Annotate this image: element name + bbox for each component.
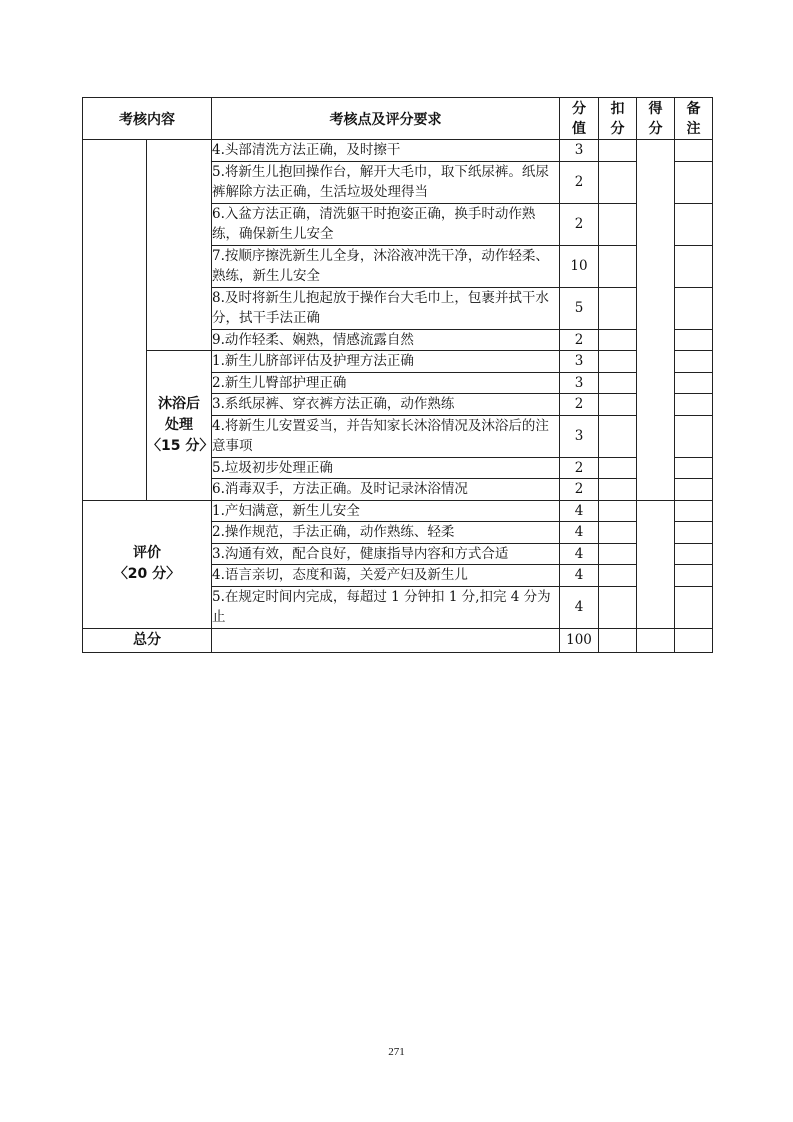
deduct-cell [599, 565, 637, 587]
note-cell [675, 203, 713, 245]
score-cell [637, 628, 675, 652]
deduct-cell [599, 586, 637, 628]
deduct-cell [599, 203, 637, 245]
note-cell [675, 457, 713, 479]
value-cell: 3 [560, 140, 599, 162]
deduct-cell [599, 543, 637, 565]
total-blank [212, 628, 560, 652]
total-row [83, 628, 713, 652]
table-row [83, 351, 713, 373]
header-deduct: 扣 分 [599, 98, 637, 140]
total-label: 总分 [83, 628, 212, 652]
requirement-text: 6.入盆方法正确，清洗躯干时抱姿正确，换手时动作熟练，确保新生儿安全 [212, 203, 560, 245]
note-cell [675, 586, 713, 628]
table-row [83, 140, 713, 162]
subcategory-cell-bath [147, 140, 212, 351]
deduct-cell [599, 522, 637, 544]
note-cell [675, 287, 713, 329]
deduct-cell [599, 351, 637, 373]
requirement-text: 2.操作规范，手法正确，动作熟练、轻柔 [212, 522, 560, 544]
deduct-cell [599, 500, 637, 522]
value-cell: 4 [560, 565, 599, 587]
deduct-cell [599, 415, 637, 457]
requirement-text: 1.新生儿脐部评估及护理方法正确 [212, 351, 560, 373]
note-cell [675, 415, 713, 457]
requirement-text: 7.按顺序擦洗新生儿全身，沐浴液冲洗干净，动作轻柔、熟练，新生儿安全 [212, 245, 560, 287]
value-cell: 3 [560, 372, 599, 394]
category-cell-bath [83, 140, 147, 501]
header-requirements: 考核点及评分要求 [212, 98, 560, 140]
header-value: 分 值 [560, 98, 599, 140]
value-cell: 4 [560, 543, 599, 565]
deduct-cell [599, 628, 637, 652]
value-cell: 4 [560, 586, 599, 628]
value-cell: 10 [560, 245, 599, 287]
note-cell [675, 500, 713, 522]
note-cell [675, 351, 713, 373]
requirement-text: 4.将新生儿安置妥当，并告知家长沐浴情况及沐浴后的注意事项 [212, 415, 560, 457]
header-content: 考核内容 [83, 98, 212, 140]
category-evaluation: 评价 〈20 分〉 [83, 500, 212, 628]
requirement-text: 6.消毒双手，方法正确。及时记录沐浴情况 [212, 479, 560, 501]
scoring-table [82, 97, 713, 653]
value-cell: 4 [560, 522, 599, 544]
note-cell [675, 522, 713, 544]
requirement-text: 9.动作轻柔、娴熟，情感流露自然 [212, 329, 560, 351]
value-cell: 2 [560, 203, 599, 245]
deduct-cell [599, 245, 637, 287]
note-cell [675, 565, 713, 587]
deduct-cell [599, 457, 637, 479]
deduct-cell [599, 140, 637, 162]
value-cell: 2 [560, 479, 599, 501]
table-row [83, 500, 713, 522]
subcategory-after-bath: 沐浴后 处理 〈15 分〉 [147, 351, 212, 501]
requirement-text: 8.及时将新生儿抱起放于操作台大毛巾上，包裹并拭干水分，拭干手法正确 [212, 287, 560, 329]
requirement-text: 2.新生儿臀部护理正确 [212, 372, 560, 394]
note-cell [675, 543, 713, 565]
requirement-text: 4.语言亲切，态度和蔼，关爱产妇及新生儿 [212, 565, 560, 587]
deduct-cell [599, 287, 637, 329]
note-cell [675, 628, 713, 652]
deduct-cell [599, 329, 637, 351]
value-cell: 2 [560, 394, 599, 416]
value-cell: 2 [560, 161, 599, 203]
deduct-cell [599, 372, 637, 394]
requirement-text: 3.沟通有效，配合良好，健康指导内容和方式合适 [212, 543, 560, 565]
header-note: 备 注 [675, 98, 713, 140]
requirement-text: 5.垃圾初步处理正确 [212, 457, 560, 479]
note-cell [675, 161, 713, 203]
requirement-text: 5.将新生儿抱回操作台，解开大毛巾，取下纸尿裤。纸尿裤解除方法正确，生活垃圾处理得当 [212, 161, 560, 203]
value-cell: 4 [560, 500, 599, 522]
deduct-cell [599, 394, 637, 416]
score-cell [637, 500, 675, 628]
total-value: 100 [560, 628, 599, 652]
note-cell [675, 140, 713, 162]
requirement-text: 4.头部清洗方法正确，及时擦干 [212, 140, 560, 162]
note-cell [675, 372, 713, 394]
deduct-cell [599, 479, 637, 501]
header-row [83, 98, 713, 140]
value-cell: 5 [560, 287, 599, 329]
page-number: 271 [388, 1046, 405, 1058]
value-cell: 2 [560, 329, 599, 351]
score-cell [637, 140, 675, 501]
note-cell [675, 394, 713, 416]
requirement-text: 3.系纸尿裤、穿衣裤方法正确，动作熟练 [212, 394, 560, 416]
value-cell: 3 [560, 415, 599, 457]
note-cell [675, 245, 713, 287]
requirement-text: 1.产妇满意，新生儿安全 [212, 500, 560, 522]
value-cell: 2 [560, 457, 599, 479]
requirement-text: 5.在规定时间内完成，每超过 1 分钟扣 1 分,扣完 4 分为止 [212, 586, 560, 628]
value-cell: 3 [560, 351, 599, 373]
note-cell [675, 329, 713, 351]
deduct-cell [599, 161, 637, 203]
header-score: 得 分 [637, 98, 675, 140]
note-cell [675, 479, 713, 501]
